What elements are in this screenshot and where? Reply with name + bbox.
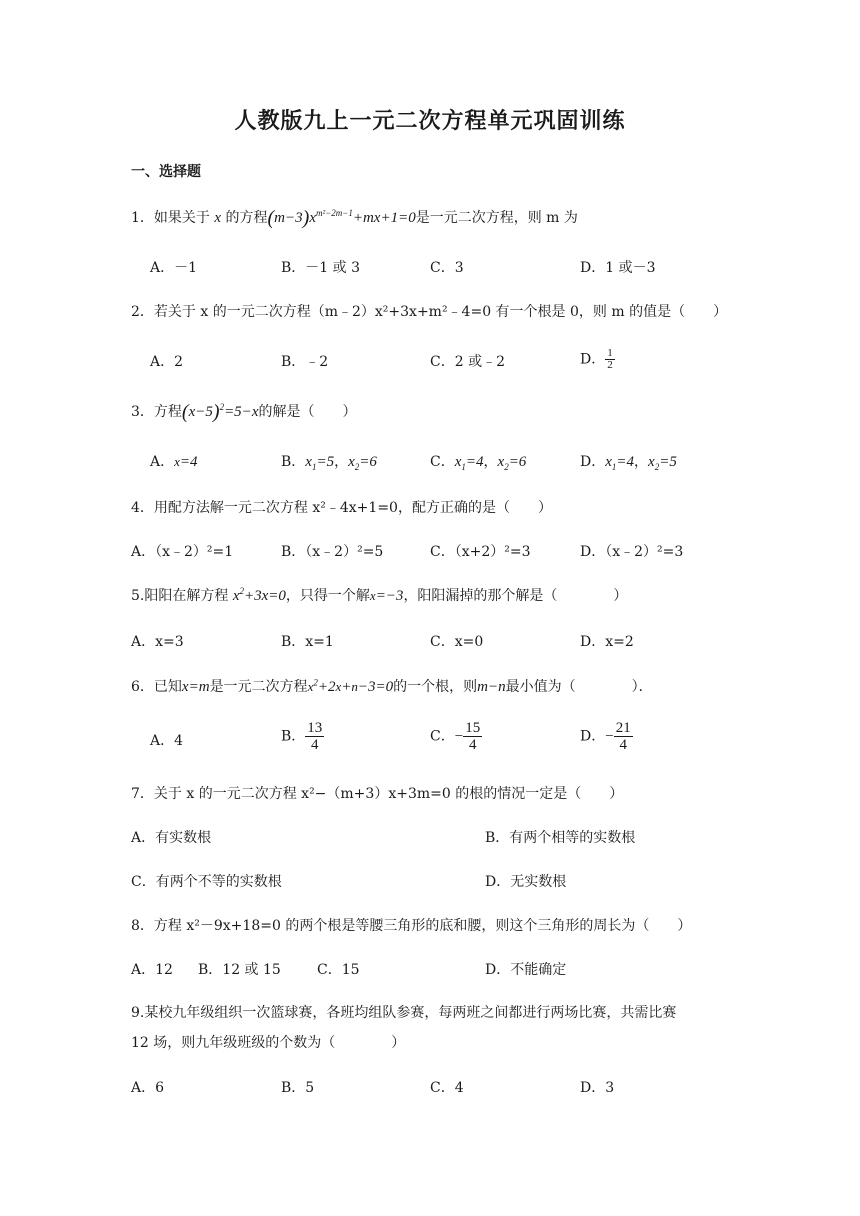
question-8: 8．方程 x²－9x+18=0 的两个根是等腰三角形的底和腰，则这个三角形的周长为（ ） bbox=[131, 918, 692, 934]
option-a: A．x=3 bbox=[131, 634, 184, 650]
option-c: C．− $\frac{15}{4}$ bbox=[430, 720, 481, 753]
option-c: C．4 bbox=[430, 1080, 464, 1096]
option-a: A．4 bbox=[150, 733, 184, 749]
option-d: D．− $\frac{21}{4}$ bbox=[580, 720, 631, 753]
question-number: 5. bbox=[131, 588, 145, 604]
question-number: 3． bbox=[131, 404, 154, 420]
question-number: 6． bbox=[131, 679, 154, 695]
document-title: 人教版九上一元二次方程单元巩固训练 bbox=[234, 108, 626, 134]
question-number: 8． bbox=[131, 918, 154, 934]
option-c: C．x=0 bbox=[430, 634, 484, 650]
option-c: C．3 bbox=[430, 260, 464, 276]
option-d: D．$x_1=4$，$x_2=5$ bbox=[580, 454, 677, 472]
option-c: C．有两个不等的实数根 bbox=[131, 874, 282, 890]
option-b: B．5 bbox=[281, 1080, 315, 1096]
question-3: 3．方程$(x-5)^2=5-x$的解是（ ） bbox=[131, 401, 357, 423]
equation: x=m bbox=[181, 679, 210, 695]
option-a: A．－1 bbox=[150, 260, 198, 276]
option-a: A．x=4 bbox=[150, 454, 198, 470]
equation: m−n bbox=[477, 679, 506, 695]
option-b: B．（x﹣2）²=5 bbox=[281, 544, 384, 560]
option-d: D．x=2 bbox=[580, 634, 634, 650]
option-c: C．$x_1=4$，$x_2=6$ bbox=[430, 454, 527, 472]
equation: $(x-5)^2=5-x$ bbox=[181, 401, 259, 423]
question-number: 9. bbox=[131, 1005, 145, 1021]
option-d: D．3 bbox=[580, 1080, 615, 1096]
section-heading: 一、选择题 bbox=[131, 164, 201, 180]
question-5: 5.阳阳在解方程 $x^2+3x=0$，只得一个解x=−3，阳阳漏掉的那个解是（ ） bbox=[131, 586, 628, 604]
option-c: C．2 或﹣2 bbox=[430, 354, 505, 370]
option-b: B． $\frac{13}{4}$ bbox=[281, 720, 323, 753]
equation: $x^2+2x+n-3=0$ bbox=[307, 677, 394, 695]
fraction: $\frac{1}{2}$ bbox=[607, 347, 613, 371]
option-d: D．（x﹣2）²=3 bbox=[580, 544, 684, 560]
option-c: C．15 bbox=[317, 962, 360, 978]
question-9-continued: 12 场，则九年级班级的个数为（ ） bbox=[131, 1035, 406, 1051]
question-1: 1．如果关于 x 的方程$(m-3)x^{m^2-2m-1}+mx+1=0$是一元二次方程，则 m 为 bbox=[131, 207, 578, 229]
option-c: C．（x+2）²=3 bbox=[430, 544, 531, 560]
option-a: A．有实数根 bbox=[131, 830, 212, 846]
question-4: 4．用配方法解一元二次方程 x²﹣4x+1=0，配方正确的是（ ） bbox=[131, 500, 552, 516]
question-number: 4． bbox=[131, 500, 154, 516]
option-d: D．无实数根 bbox=[485, 874, 567, 890]
option-b: B．有两个相等的实数根 bbox=[485, 830, 636, 846]
equation: x=−3 bbox=[369, 588, 404, 604]
option-d: D． $\frac{1}{2}$ bbox=[580, 347, 613, 371]
fraction: $\frac{15}{4}$ bbox=[465, 720, 481, 753]
option-b: B．x=1 bbox=[281, 634, 334, 650]
question-9: 9.某校九年级组织一次篮球赛，各班均组队参赛，每两班之间都进行两场比赛，共需比赛 bbox=[131, 1005, 677, 1021]
option-a: A．6 bbox=[131, 1080, 165, 1096]
equation: $(m-3)x^{m^2-2m-1}+mx+1=0$ bbox=[267, 207, 416, 229]
option-d: D．1 或－3 bbox=[580, 260, 656, 276]
question-number: 7． bbox=[131, 786, 154, 802]
option-d: D．不能确定 bbox=[485, 962, 567, 978]
option-b: B．－1 或 3 bbox=[281, 260, 361, 276]
question-number: 1． bbox=[131, 210, 154, 226]
fraction: $\frac{21}{4}$ bbox=[615, 720, 631, 753]
option-a: A．（x﹣2）²=1 bbox=[131, 544, 234, 560]
question-number: 2． bbox=[131, 304, 154, 320]
option-a: A．12 bbox=[131, 962, 173, 978]
question-6: 6．已知x=m是一元二次方程$x^2+2x+n-3=0$的一个根，则m−n最小值为（ ）． bbox=[131, 677, 653, 695]
equation: $x^2+3x=0$ bbox=[232, 586, 286, 604]
option-b: B．12 或 15 bbox=[198, 962, 281, 978]
question-2: 2．若关于 x 的一元二次方程（m﹣2）x²+3x+m²﹣4=0 有一个根是 0，则 m 的值是（ ） bbox=[131, 304, 728, 320]
option-b: B．$x_1=5$，$x_2=6$ bbox=[281, 454, 377, 472]
option-a: A．2 bbox=[150, 354, 184, 370]
option-b: B．﹣2 bbox=[281, 354, 329, 370]
question-7: 7．关于 x 的一元二次方程 x²−（m+3）x+3m=0 的根的情况一定是（ ） bbox=[131, 786, 624, 802]
fraction: $\frac{13}{4}$ bbox=[307, 720, 323, 753]
